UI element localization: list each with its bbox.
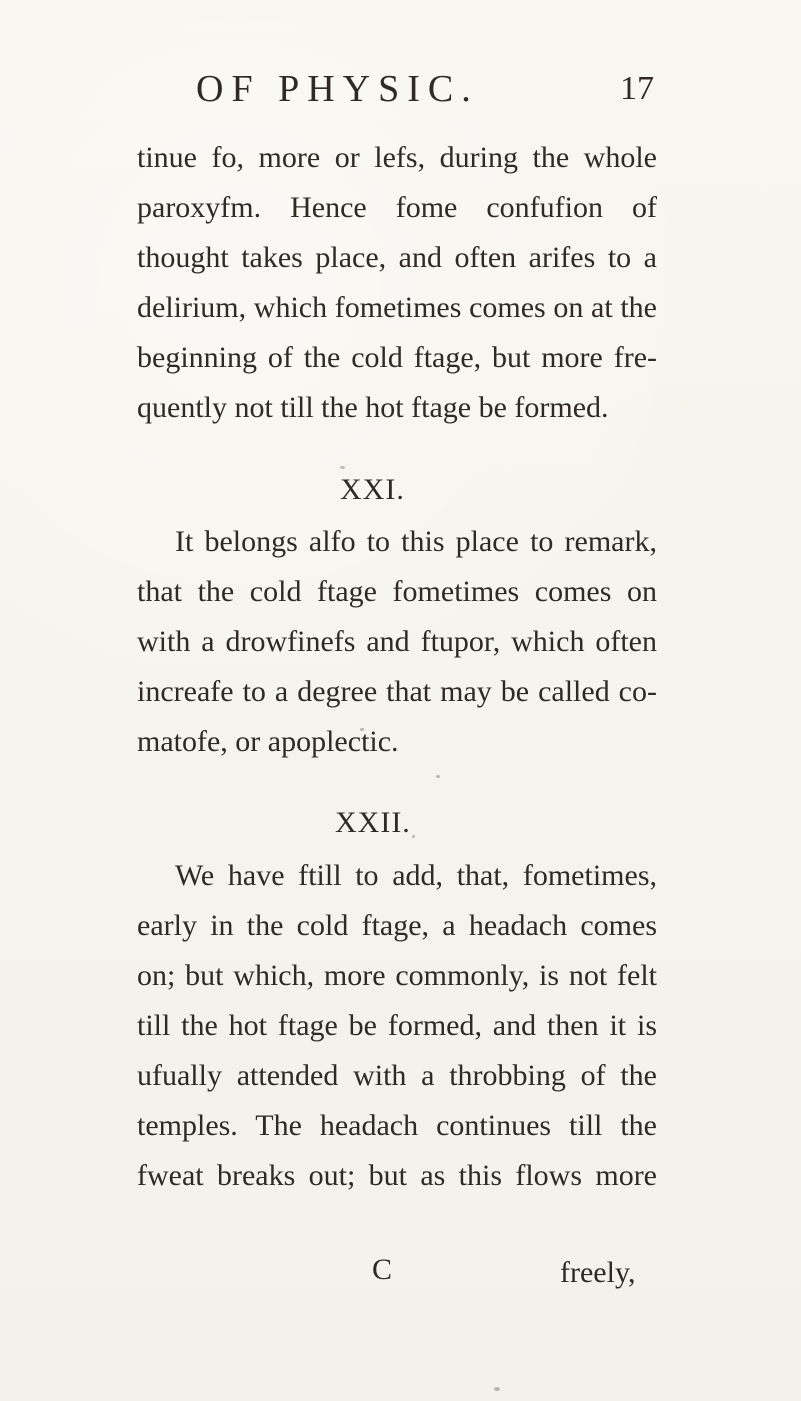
paper-speck: [436, 775, 440, 778]
paper-speck: [340, 466, 345, 469]
text-line-12: We have ftill to add, that, fometimes,: [175, 859, 657, 892]
text-line-13: early in the cold ftage, a headach comes: [137, 909, 657, 942]
text-line-6: quently not till the hot ftage be formed.: [137, 391, 609, 424]
page-number: 17: [620, 70, 654, 107]
section-heading-xxii: XXII.: [335, 806, 411, 839]
text-line-17: temples. The headach continues till the: [137, 1109, 657, 1142]
text-line-16: ufually attended with a throbbing of the: [137, 1059, 657, 1092]
paper-speck: [412, 835, 415, 838]
text-line-3: thought takes place, and often arifes to a: [137, 241, 657, 274]
text-line-18: fweat breaks out; but as this flows more: [137, 1159, 657, 1192]
text-line-9: with a drowfinefs and ftupor, which often: [137, 625, 657, 658]
text-line-10: increafe to a degree that may be called co-: [137, 675, 657, 708]
text-line-5: beginning of the cold ftage, but more fre-: [137, 341, 657, 374]
running-head: OF PHYSIC.: [196, 68, 479, 110]
text-line-15: till the hot ftage be formed, and then it is: [137, 1009, 657, 1042]
paper-speck: [494, 1387, 500, 1391]
paper-speck: [360, 728, 364, 731]
text-line-1: tinue fo, more or lefs, during the whole: [137, 141, 657, 174]
catchword: freely,: [560, 1256, 636, 1289]
signature-mark: C: [372, 1253, 393, 1286]
text-line-2: paroxyfm. Hence fome confufion of: [137, 191, 657, 224]
text-line-4: delirium, which fometimes comes on at the: [137, 291, 657, 324]
text-line-14: on; but which, more commonly, is not felt: [137, 959, 657, 992]
section-heading-xxi: XXI.: [340, 473, 405, 506]
text-line-7: It belongs alfo to this place to remark,: [175, 525, 657, 558]
text-line-11: matofe, or apoplectic.: [137, 725, 399, 758]
text-line-8: that the cold ftage fometimes comes on: [137, 575, 657, 608]
